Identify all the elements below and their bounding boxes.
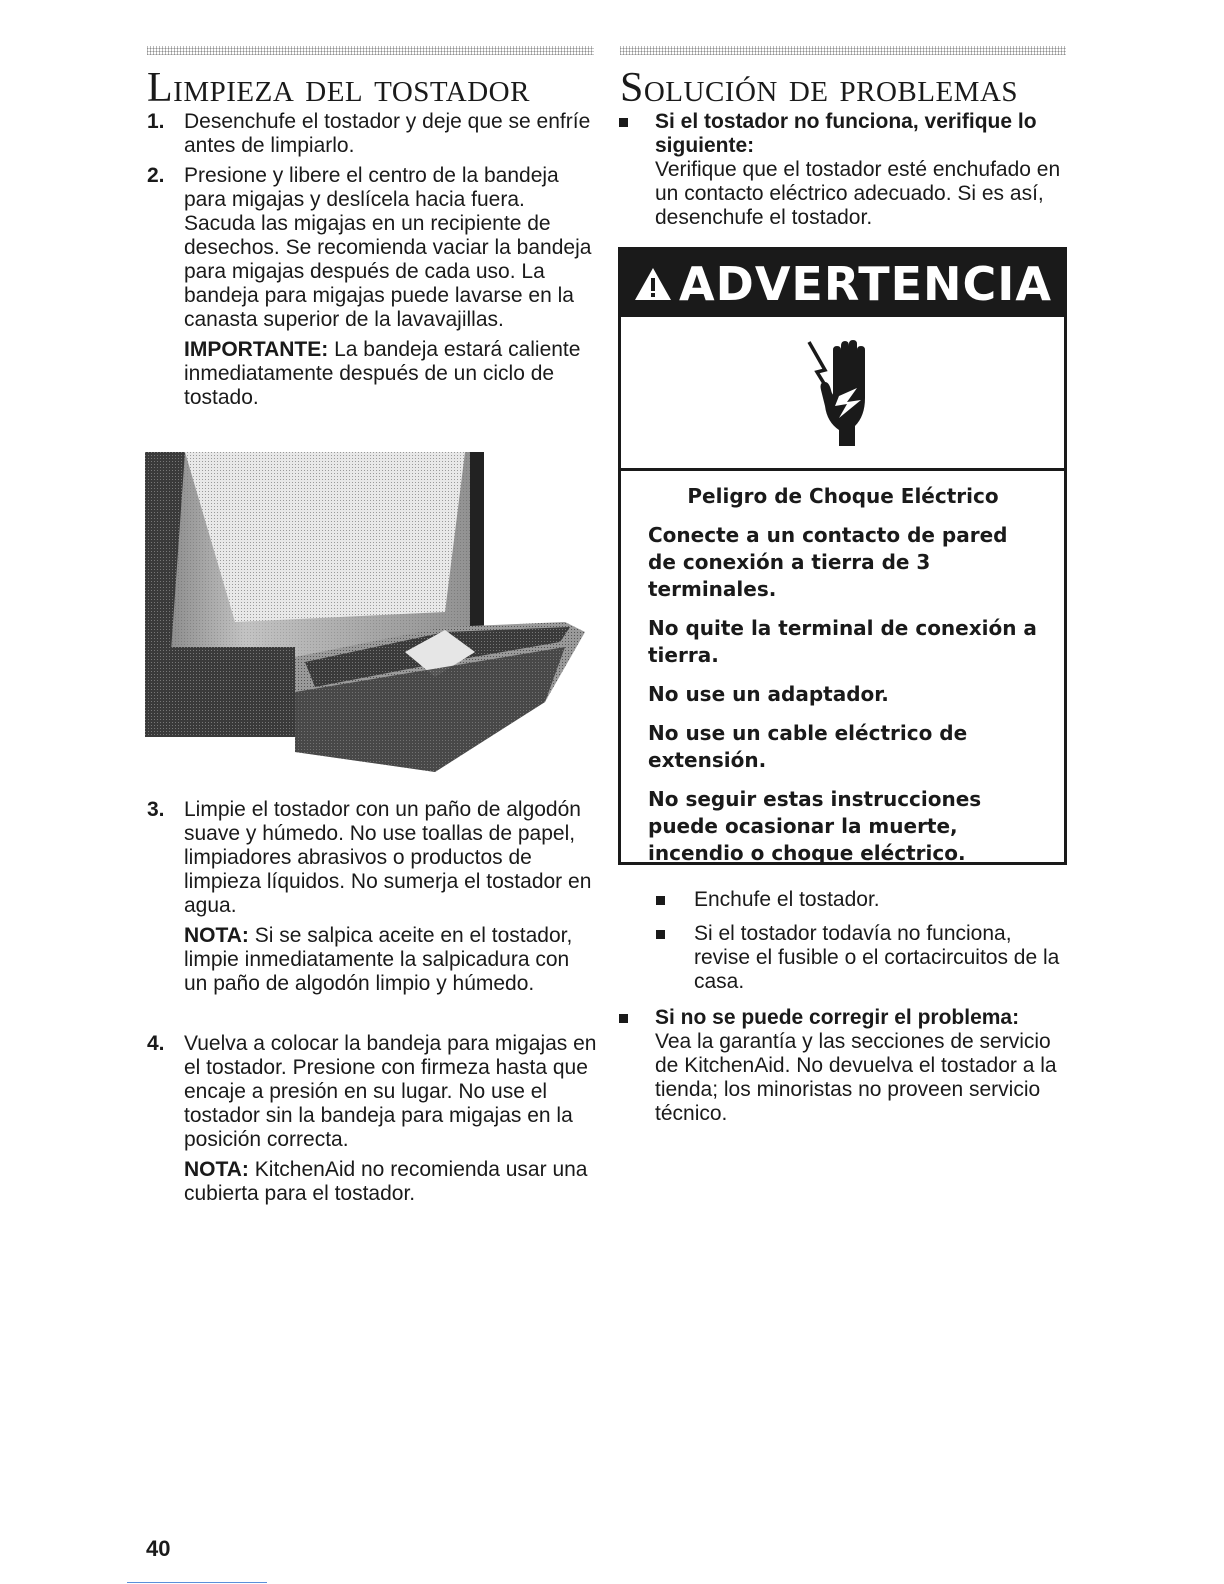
sub-bullet-text: Si el tostador todavía no funciona, revise el fusible o el cortacircuitos de la casa. bbox=[694, 922, 1060, 993]
cleaning-step-3 bbox=[147, 798, 597, 996]
step-number: 4. bbox=[147, 1032, 165, 1055]
square-bullet-icon bbox=[656, 896, 665, 905]
crumb-tray-photo bbox=[145, 452, 585, 782]
warning-line: Conecte a un contacto de pared de conexión a tierra de 3 terminales. bbox=[648, 523, 1008, 601]
list-item bbox=[619, 110, 1067, 230]
warning-header bbox=[621, 250, 1064, 317]
list-item bbox=[656, 888, 1066, 912]
square-bullet-icon bbox=[656, 930, 665, 939]
step-text: Desenchufe el tostador y deje que se enfríe antes de limpiarlo. bbox=[184, 110, 591, 157]
check-text: Verifique que el tostador esté enchufado en un contacto eléctrico adecuado. Si es así, desenchufe el tostador. bbox=[655, 158, 1061, 229]
right-section-title: Solución de problemas bbox=[620, 65, 1019, 111]
fix-text: Vea la garantía y las secciones de servicio de KitchenAid. No devuelva el tostador a la tienda; los minoristas no proveen servicio técnico. bbox=[655, 1030, 1057, 1125]
step-text: Vuelva a colocar la bandeja para migajas en el tostador. Presione con firmeza hasta que encaje a presión en su lugar. No use el tostador sin la bandeja para migajas en la posición correcta. bbox=[184, 1032, 597, 1151]
warning-line: No use un cable eléctrico de extensión. bbox=[648, 721, 968, 772]
list-item bbox=[147, 110, 597, 158]
sub-bullet-text: Enchufe el tostador. bbox=[694, 888, 880, 911]
left-section-title: Limpieza del tostador bbox=[147, 65, 530, 111]
warning-line: No seguir estas instrucciones puede ocasionar la muerte, incendio o choque eléctrico. bbox=[648, 787, 982, 865]
shock-hazard-area bbox=[621, 317, 1064, 471]
warning-triangle-icon bbox=[633, 266, 673, 302]
square-bullet-icon bbox=[619, 1014, 628, 1023]
cleaning-step-4 bbox=[147, 1032, 597, 1206]
note-label: NOTA: bbox=[184, 924, 249, 947]
note-text: KitchenAid no recomienda usar una cubierta para el tostador. bbox=[184, 1158, 588, 1205]
warning-line: No quite la terminal de conexión a tierra. bbox=[648, 616, 1037, 667]
list-item bbox=[619, 1006, 1067, 1126]
page-number: 40 bbox=[146, 1536, 171, 1561]
note-text: La bandeja estará caliente inmediatamente después de un ciclo de tostado. bbox=[184, 338, 581, 409]
note-text: Si se salpica aceite en el tostador, limpie inmediatamente la salpicadura con un paño de algodón limpio y húmedo. bbox=[184, 924, 573, 995]
left-section-rule bbox=[147, 46, 594, 55]
step-note bbox=[184, 338, 597, 410]
note-label: NOTA: bbox=[184, 1158, 249, 1181]
step-number: 2. bbox=[147, 164, 165, 187]
fix-section bbox=[619, 1006, 1067, 1126]
right-section-rule bbox=[620, 46, 1066, 55]
check-section bbox=[619, 110, 1067, 230]
check-heading: Si el tostador no funciona, verifique lo siguiente: bbox=[655, 110, 1037, 157]
step-number: 3. bbox=[147, 798, 165, 821]
warning-subtitle: Peligro de Choque Eléctrico bbox=[687, 484, 999, 508]
square-bullet-icon bbox=[619, 118, 628, 127]
step-text: Limpie el tostador con un paño de algodón suave y húmedo. No use toallas de papel, limpiadores abrasivos o productos de limpieza líquidos. No sumerja el tostador en agua. bbox=[184, 798, 592, 917]
step-note bbox=[184, 1158, 597, 1206]
cleaning-steps-top bbox=[147, 110, 597, 410]
note-label: IMPORTANTE: bbox=[184, 338, 329, 361]
warning-title: ADVERTENCIA bbox=[679, 256, 1052, 311]
step-note bbox=[184, 924, 597, 996]
fix-heading: Si no se puede corregir el problema: bbox=[655, 1006, 1020, 1029]
warning-text bbox=[621, 471, 1064, 867]
sub-bullet-list bbox=[656, 888, 1066, 1004]
footer-link-underline bbox=[127, 1582, 267, 1583]
list-item bbox=[147, 798, 597, 996]
list-item bbox=[656, 922, 1066, 994]
warning-box bbox=[618, 247, 1067, 865]
list-item bbox=[147, 1032, 597, 1206]
step-number: 1. bbox=[147, 110, 165, 133]
electric-shock-hand-icon bbox=[803, 338, 883, 448]
list-item bbox=[147, 164, 597, 410]
step-text: Presione y libere el centro de la bandeja para migajas y deslícela hacia fuera. Sacuda las migajas en un recipiente de desechos. Se recomienda vaciar la bandeja para migajas después de cada uso. La bandeja para migajas puede lavarse en la canasta superior de la lavavajillas. bbox=[184, 164, 592, 331]
warning-line: No use un adaptador. bbox=[648, 682, 889, 706]
